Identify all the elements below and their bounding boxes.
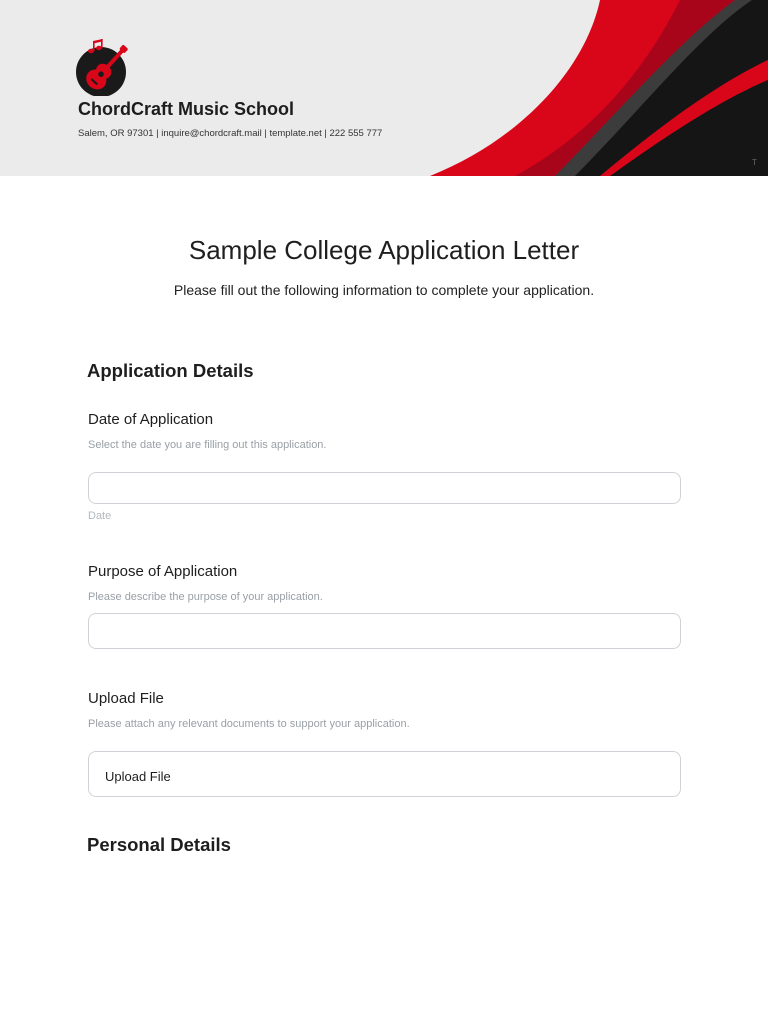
purpose-of-application-help: Please describe the purpose of your application. (88, 591, 323, 603)
contact-info: Salem, OR 97301 | inquire@chordcraft.mail | template.net | 222 555 777 (78, 128, 383, 139)
page-subtitle: Please fill out the following information to complete your application. (173, 282, 595, 298)
page-title: Sample College Application Letter (188, 235, 580, 265)
letterhead (0, 0, 768, 176)
upload-file-button-label: Upload File (105, 769, 171, 784)
section-heading-personal-details: Personal Details (87, 834, 231, 855)
date-input[interactable] (88, 472, 681, 504)
corner-mark: T (752, 158, 757, 167)
date-of-application-label: Date of Application (88, 411, 214, 428)
school-name: ChordCraft Music School (78, 99, 295, 119)
purpose-of-application-label: Purpose of Application (88, 563, 238, 580)
section-heading-application-details: Application Details (87, 360, 254, 381)
date-of-application-help: Select the date you are filling out this application. (88, 439, 327, 451)
purpose-input[interactable] (88, 613, 681, 649)
date-sublabel: Date (88, 510, 112, 522)
upload-file-button[interactable] (88, 751, 681, 797)
upload-file-label: Upload File (88, 690, 164, 707)
guitar-music-note-icon (75, 38, 129, 96)
upload-file-help: Please attach any relevant documents to support your application. (88, 718, 410, 730)
